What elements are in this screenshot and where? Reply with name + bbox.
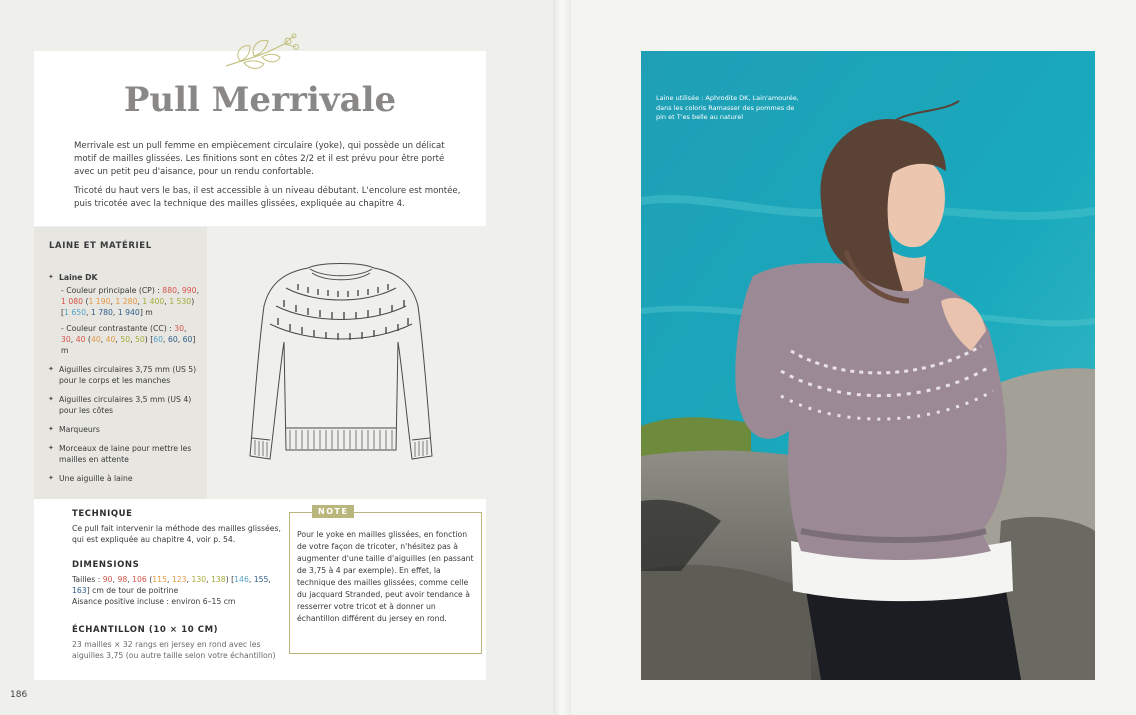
size-value: 155 [253, 575, 269, 584]
size-value: 880 [162, 286, 177, 295]
size-value: 1 080 [61, 297, 84, 306]
size-value: 1 530 [169, 297, 192, 306]
size-value: 115 [152, 575, 167, 584]
contrast-color-yardage: - Couleur contrastante (CC) : 30, 30, 40 (40, 40, 50, 50) [60, 60, 60] m [61, 324, 196, 355]
model-photo [641, 51, 1095, 680]
size-value: 30 [61, 335, 71, 344]
size-value: 40 [90, 335, 101, 344]
size-value: 1 190 [88, 297, 111, 306]
main-color-yardage: - Couleur principale (CP) : 880, 990, 1 080 (1 190, 1 280, 1 400, 1 530) [1 650, 1 780, 1 940] m [61, 286, 200, 317]
sizes-line: Tailles : 90, 98, 106 (115, 123, 130, 138) [146, 155, 163] cm de tour de poitrine [72, 575, 271, 595]
gauge-heading: ÉCHANTILLON (10 × 10 CM) [72, 625, 219, 635]
materials-list [48, 272, 200, 492]
materials-heading: LAINE ET MATÉRIEL [49, 241, 152, 251]
list-item: ✦ Aiguilles circulaires 3,75 mm (US 5) pour le corps et les manches [48, 364, 200, 386]
size-value: 138 [211, 575, 226, 584]
photo-caption: Laine utilisée : Aphrodite DK, Lain'amourée, dans les coloris Ramasser des pommes de pin et T'es belle au naturel [656, 94, 799, 121]
size-value: 1 650 [64, 308, 87, 317]
intro-paragraph-1: Merrivale est un pull femme en empiècement circulaire (yoke), qui possède un délicat motif de mailles glissées. Les finitions sont en côtes 2/2 et il est prévu pour être porté avec un petit peu d'aisance, pour un rendu confortable. [74, 141, 445, 177]
size-value: 98 [117, 575, 128, 584]
list-item: ✦ Aiguilles circulaires 3,5 mm (US 4) pour les côtes [48, 394, 200, 416]
size-value: 1 400 [142, 297, 165, 306]
list-item: ✦ Morceaux de laine pour mettre les mailles en attente [48, 443, 200, 465]
size-value: 130 [191, 575, 207, 584]
size-value: 50 [120, 335, 131, 344]
size-value: 1 940 [117, 308, 140, 317]
page-title: Pull Merrivale [123, 80, 397, 120]
gauge-section [72, 625, 284, 661]
size-value: 1 280 [115, 297, 138, 306]
wool-label: Laine DK [59, 273, 98, 282]
sizes-label: Tailles : [72, 575, 103, 584]
size-value: 60 [153, 335, 164, 344]
size-value: 60 [182, 335, 193, 344]
unit: m [142, 308, 153, 317]
intro-paragraph-2: Tricoté du haut vers le bas, il est accessible à un niveau débutant. L'encolure est montée, puis tricotée avec la technique des mailles glissées, expliquée au chapitre 4. [74, 186, 461, 209]
size-value: 40 [105, 335, 116, 344]
floral-ornament-icon [222, 30, 306, 74]
size-value: 123 [171, 575, 187, 584]
size-value: 60 [167, 335, 178, 344]
technique-heading: TECHNIQUE [72, 509, 133, 519]
size-value: 146 [234, 575, 249, 584]
size-value: 30 [174, 324, 184, 333]
size-value: 50 [135, 335, 145, 344]
ease-text: Aisance positive incluse : environ 6–15 cm [72, 597, 236, 606]
sizes-unit: cm de tour de poitrine [89, 586, 179, 595]
size-value: 90 [102, 575, 113, 584]
main-color-label: - Couleur principale (CP) : [61, 286, 163, 295]
note-tag: NOTE [312, 505, 354, 518]
size-value: 40 [75, 335, 86, 344]
note-text: Pour le yoke en mailles glissées, en fonction de votre façon de tricoter, n'hésitez pas à augmenter d'une taille d'aiguilles (en passant de 3,75 à 4 par exemple). En effet, la technique des mailles glissées, comme celle du jacquard Stranded, peut avoir tendance à resserrer votre tricot et à donner un échantillon différent du jersey en rond. [297, 530, 474, 623]
size-value: 163 [72, 586, 87, 595]
dimensions-heading: DIMENSIONS [72, 560, 140, 570]
size-value: 990 [181, 286, 197, 295]
gauge-text: 23 mailles × 32 rangs en jersey en rond avec les aiguilles 3,75 (ou autre taille selon votre échantillon) [72, 640, 276, 660]
size-value: 106 [132, 575, 147, 584]
sweater-schematic-icon [246, 260, 436, 466]
size-value: 1 780 [90, 308, 113, 317]
list-item [48, 272, 200, 356]
contrast-color-label: - Couleur contrastante (CC) : [61, 324, 175, 333]
technique-text: Ce pull fait intervenir la méthode des mailles glissées, qui est expliquée au chapitre 4, voir p. 54. [72, 524, 281, 544]
book-gutter [553, 0, 571, 715]
unit: m [61, 346, 69, 355]
intro-text [74, 140, 466, 217]
dimensions-section [72, 560, 284, 607]
list-item: ✦ Marqueurs [48, 424, 200, 435]
list-item: ✦ Une aiguille à laine [48, 473, 200, 484]
page-number: 186 [10, 690, 28, 700]
technique-section [72, 509, 282, 545]
